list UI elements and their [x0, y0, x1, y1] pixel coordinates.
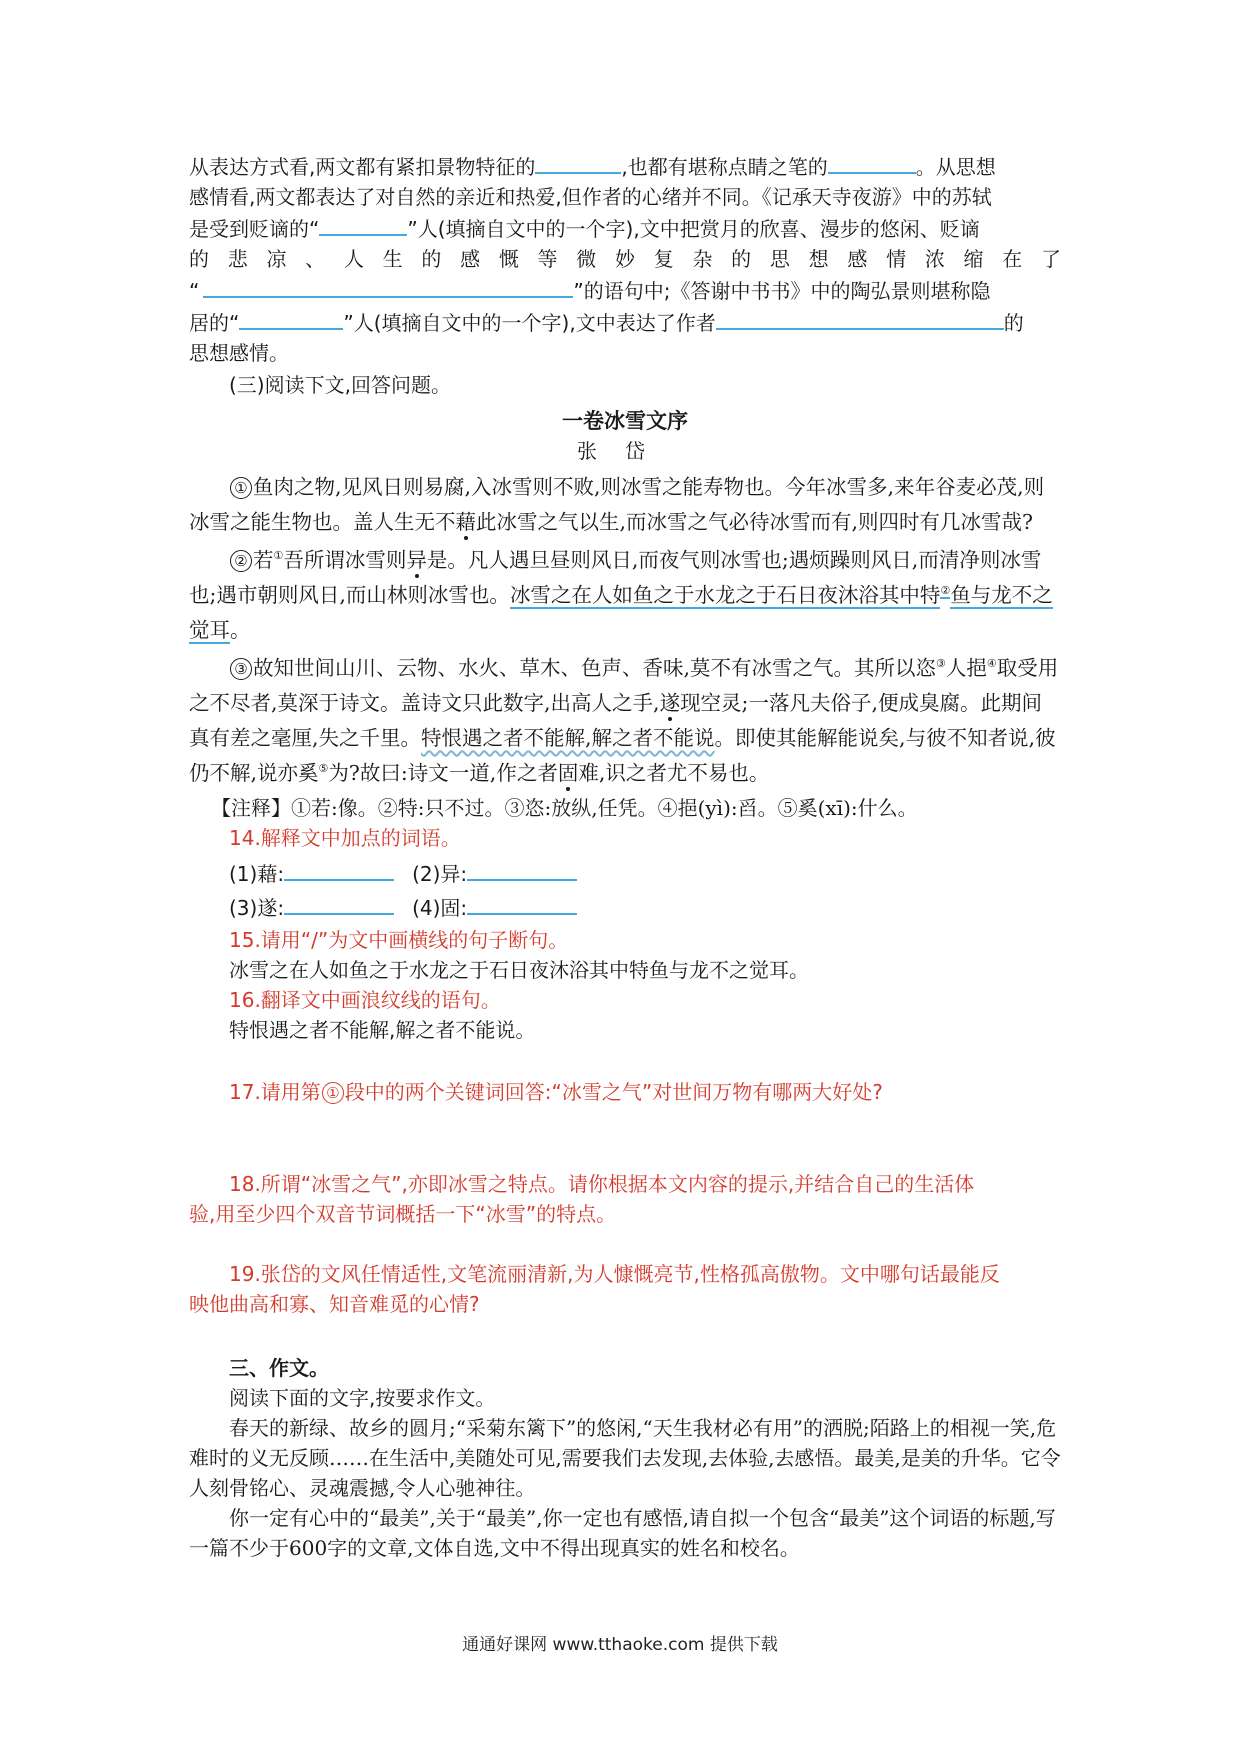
intro-text: 的: [1003, 311, 1024, 335]
question-19-line-1: 19.张岱的文风任情适性,文笔流丽清新,为人慷慨亮节,性格孤高傲物。文中哪句话最能反: [229, 1262, 1000, 1286]
footnote-marker: ①: [273, 549, 284, 563]
question-14-row-1: [189, 857, 1061, 891]
sub-question-label: (4)固:: [412, 896, 468, 920]
article-text: 取受用之不尽者,莫深于诗文。盖诗文只此数字,出高人之手,: [189, 656, 1059, 715]
composition-paragraph-2: 你一定有心中的“最美”,关于“最美”,你一定也有感悟,请自拟一个包含“最美”这个词语的标题,写一篇不少于600字的文章,文体自选,文中不得出现真实的姓名和校名。: [189, 1506, 1056, 1560]
question-16-text: 特恨遇之者不能解,解之者不能说。: [229, 1018, 536, 1042]
answer-blank[interactable]: [319, 212, 407, 236]
intro-text: “: [189, 279, 200, 303]
footnote-marker: ③: [936, 657, 946, 671]
dotted-word: 遂: [659, 691, 681, 715]
intro-text: ,也都有堪称点睛之笔的: [621, 155, 828, 179]
paragraph-number: ③: [230, 658, 252, 680]
article-text: 。: [230, 618, 251, 642]
article-paragraph-3: [189, 651, 1061, 791]
document-body: [189, 150, 1061, 1563]
article-text: 此冰雪之气以生,而冰雪之气必待冰雪而有,则四时有几冰雪哉?: [476, 510, 1034, 534]
intro-line-6: [189, 306, 1061, 338]
question-17: [189, 1077, 1061, 1107]
intro-text: ”的语句中;《答谢中书书》中的陶弘景则堪称隐: [573, 279, 991, 303]
article-text: 人挹: [945, 656, 987, 680]
question-14: 14.解释文中加点的词语。: [229, 826, 461, 850]
sub-question-label: (1)藉:: [229, 862, 285, 886]
intro-line-2: 感情看,两文都表达了对自然的亲近和热爱,但作者的心绪并不同。《记承天寺夜游》中的苏轼: [189, 185, 992, 209]
intro-text: 是受到贬谪的“: [189, 217, 320, 241]
article-text: 现空灵;一落凡夫俗子,便成臭腐。此期间真有差之毫厘,失之千里。: [189, 691, 1042, 750]
question-14-row-2: [189, 891, 1061, 925]
sub-question-label: (3)遂:: [229, 896, 285, 920]
intro-line-4: 的悲凉、人生的感慨等微妙复杂的思想感情浓缩在了: [189, 247, 1061, 271]
article-text: 故知世间山川、云物、水火、草木、色声、香味,莫不有冰雪之气。其所以恣: [253, 656, 937, 680]
article-author: 张岱: [577, 439, 673, 463]
dotted-word: 固: [557, 761, 579, 785]
intro-line-1: [189, 150, 1061, 182]
footnote-marker: ②: [940, 584, 951, 598]
article-text: 鱼肉之物,见风日则易腐,入冰雪则不败,则冰雪之能寿物也。今年冰雪多,来年谷麦必茂,则冰雪之能生物也。盖人生无不: [189, 475, 1045, 534]
answer-blank[interactable]: [203, 274, 573, 298]
intro-line-5: [189, 274, 1061, 306]
answer-blank[interactable]: [828, 150, 916, 174]
article-text: 难,识之者尤不易也。: [578, 761, 770, 785]
intro-text: 从表达方式看,两文都有紧扣景物特征的: [189, 155, 536, 179]
section-intro: (三)阅读下文,回答问题。: [229, 373, 451, 397]
article-title: 一卷冰雪文序: [562, 409, 688, 433]
intro-line-3: [189, 212, 1061, 244]
composition-paragraph-1: 春天的新绿、故乡的圆月;“采菊东篱下”的悠闲,“天生我材必有用”的洒脱;陌路上的相视一笑,危难时的义无反顾……在生活中,美随处可见,需要我们去发现,去体验,去感悟。最美,是美的升华。它令人刻骨铭心、灵魂震撼,令人心驰神往。: [189, 1416, 1061, 1500]
paragraph-number: ①: [322, 1082, 344, 1104]
page-footer: 通通好课网 www.tthaoke.com 提供下载: [462, 1635, 778, 1655]
question-15-text: 冰雪之在人如鱼之于水龙之于石日夜沐浴其中特鱼与龙不之觉耳。: [229, 958, 809, 982]
answer-blank[interactable]: [467, 857, 577, 881]
footnote-marker: ⑤: [318, 762, 329, 776]
answer-blank[interactable]: [716, 306, 1004, 330]
composition-instruction: 阅读下面的文字,按要求作文。: [229, 1386, 496, 1410]
article-notes: 【注释】①若:像。②特:只不过。③恣:放纵,任凭。④挹(yì):舀。⑤奚(xī):什么。: [211, 796, 918, 820]
question-15: 15.请用“/”为文中画横线的句子断句。: [229, 928, 569, 952]
paragraph-number: ②: [230, 550, 252, 572]
intro-line-7: 思想感情。: [189, 341, 289, 365]
article-text: 。即使其能解能说矣,与彼不知者说,彼仍不解,说亦奚: [189, 726, 1056, 785]
article-text: 是。凡人遇旦昼则风日,而夜气则冰雪也;遇烦躁则风日,而清净则冰雪也;遇市朝则风日,而山林则冰雪也。: [189, 548, 1042, 607]
article-text: 吾所谓冰雪则: [283, 548, 407, 572]
answer-blank[interactable]: [284, 857, 394, 881]
intro-text: ”人(填摘自文中的一个字),文中把赏月的欣喜、漫步的悠闲、贬谪: [407, 217, 980, 241]
article-text: 若: [253, 548, 274, 572]
paragraph-number: ①: [230, 477, 252, 499]
underlined-sentence: 冰雪之在人如鱼之于水龙之于石日夜沐浴其中特: [509, 583, 941, 607]
answer-blank[interactable]: [535, 150, 621, 174]
intro-text: ”人(填摘自文中的一个字),文中表达了作者: [343, 311, 716, 335]
question-18-line-2: 验,用至少四个双音节词概括一下“冰雪”的特点。: [189, 1202, 617, 1226]
underlined-sentence: 鱼与龙不之觉耳: [189, 583, 1053, 642]
question-16: 16.翻译文中画浪纹线的语句。: [229, 988, 501, 1012]
composition-heading: 三、作文。: [229, 1356, 329, 1380]
footnote-marker: ④: [986, 657, 997, 671]
article-text: 为?故曰:诗文一道,作之者: [328, 761, 558, 785]
intro-text: 。从思想: [915, 155, 996, 179]
article-paragraph-2: [189, 543, 1061, 648]
answer-blank[interactable]: [239, 306, 343, 330]
question-18-line-1: 18.所谓“冰雪之气”,亦即冰雪之特点。请你根据本文内容的提示,并结合自己的生活体: [229, 1172, 975, 1196]
dotted-word: 异: [406, 548, 427, 572]
answer-blank[interactable]: [284, 891, 394, 915]
wavy-underlined-sentence: 特恨遇之者不能解,解之者不能说: [421, 726, 715, 750]
intro-text: 居的“: [189, 311, 240, 335]
question-19-line-2: 映他曲高和寡、知音难觅的心情?: [189, 1292, 480, 1316]
answer-blank[interactable]: [467, 891, 577, 915]
sub-question-label: (2)异:: [412, 862, 468, 886]
article-paragraph-1: [189, 470, 1061, 540]
question-text: 段中的两个关键词回答:“冰雪之气”对世间万物有哪两大好处?: [344, 1080, 883, 1104]
question-text: 17.请用第: [229, 1080, 321, 1104]
dotted-word: 藉: [455, 510, 476, 534]
